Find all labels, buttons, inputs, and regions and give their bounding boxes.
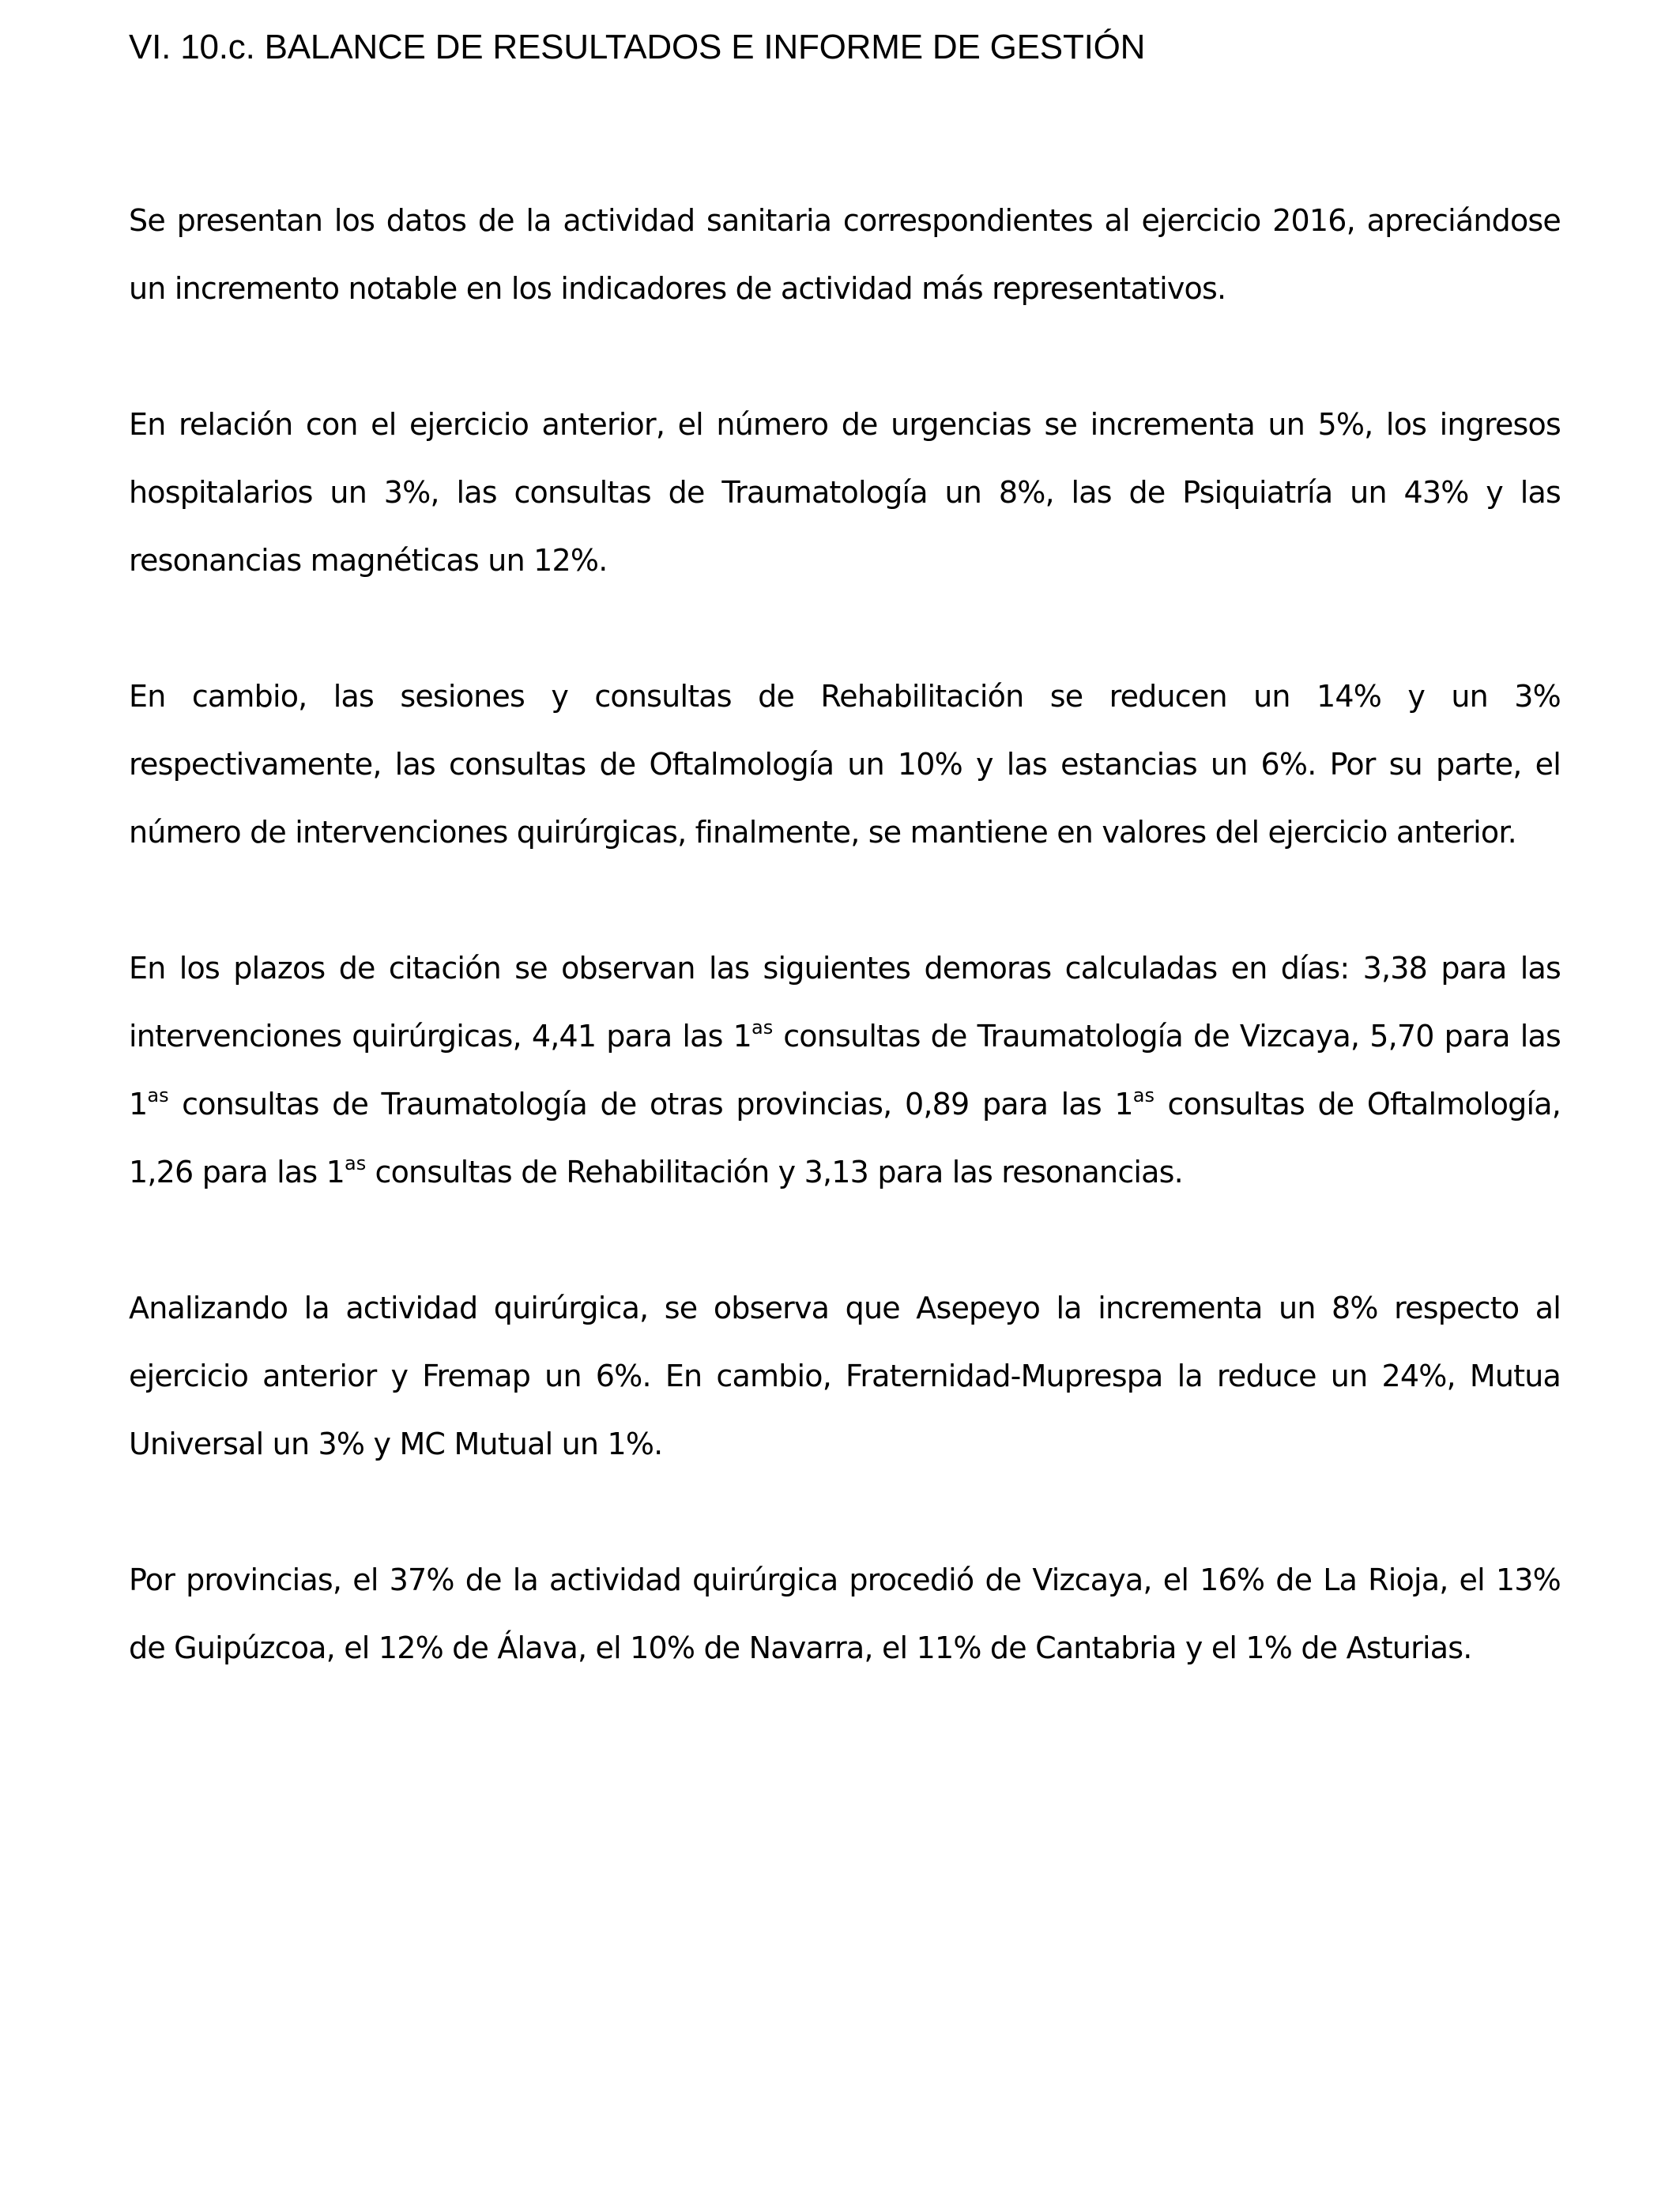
waiting-times-text: consultas de Oftalmología, 1,26 para las 1 — [129, 1087, 1561, 1189]
paragraph-surgical-activity-by-province: Por provincias, el 37% de la actividad quirúrgica procedió de Vizcaya, el 16% de La Rioja, el 13% de Guipúzcoa, el 12% de Álava, el 10% de Navarra, el 11% de Cantabria y el 1% de Asturias. — [129, 1563, 1561, 1665]
waiting-times-text: En los plazos de citación se observan las siguientes demoras calculadas en días: 3,38 para las intervenciones quirúrgicas, 4,41 para las 1 — [129, 951, 1561, 1054]
paragraph-increases: En relación con el ejercicio anterior, el número de urgencias se incrementa un 5%, los ingresos hospitalarios un 3%, las consultas de Traumatología un 8%, las de Psiquiatría un 43% y las resonancias magnéticas un 12%. — [129, 407, 1561, 578]
section-heading: VI. 10.c. BALANCE DE RESULTADOS E INFORME DE GESTIÓN — [129, 28, 1146, 66]
waiting-times-text: consultas de Traumatología de Vizcaya, 5,70 para las 1 — [129, 1019, 1561, 1122]
report-body — [129, 187, 1561, 1750]
paragraph-waiting-times — [129, 934, 1561, 1206]
paragraph-surgical-activity-by-mutual: Analizando la actividad quirúrgica, se observa que Asepeyo la incrementa un 8% respecto al ejercicio anterior y Fremap un 6%. En cambio, Fraternidad-Muprespa la reduce un 24%, Mutua Universal un 3% y MC Mutual un 1%. — [129, 1291, 1561, 1461]
ordinal-suffix: as — [344, 1152, 367, 1174]
waiting-times-text: consultas de Traumatología de otras provincias, 0,89 para las 1 — [168, 1087, 1133, 1122]
paragraph-decreases: En cambio, las sesiones y consultas de Rehabilitación se reducen un 14% y un 3% respectivamente, las consultas de Oftalmología un 10% y las estancias un 6%. Por su parte, el número de intervenciones quirúrgicas, finalmente, se mantiene en valores del ejercicio anterior. — [129, 679, 1561, 850]
ordinal-suffix: as — [147, 1084, 169, 1106]
paragraph-activity-overview: Se presentan los datos de la actividad sanitaria correspondientes al ejercicio 2016, apreciándose un incremento notable en los indicadores de actividad más representativos. — [129, 203, 1561, 306]
ordinal-suffix: as — [751, 1016, 774, 1039]
waiting-times-text: consultas de Rehabilitación y 3,13 para las resonancias. — [366, 1155, 1183, 1189]
ordinal-suffix: as — [1132, 1084, 1155, 1106]
